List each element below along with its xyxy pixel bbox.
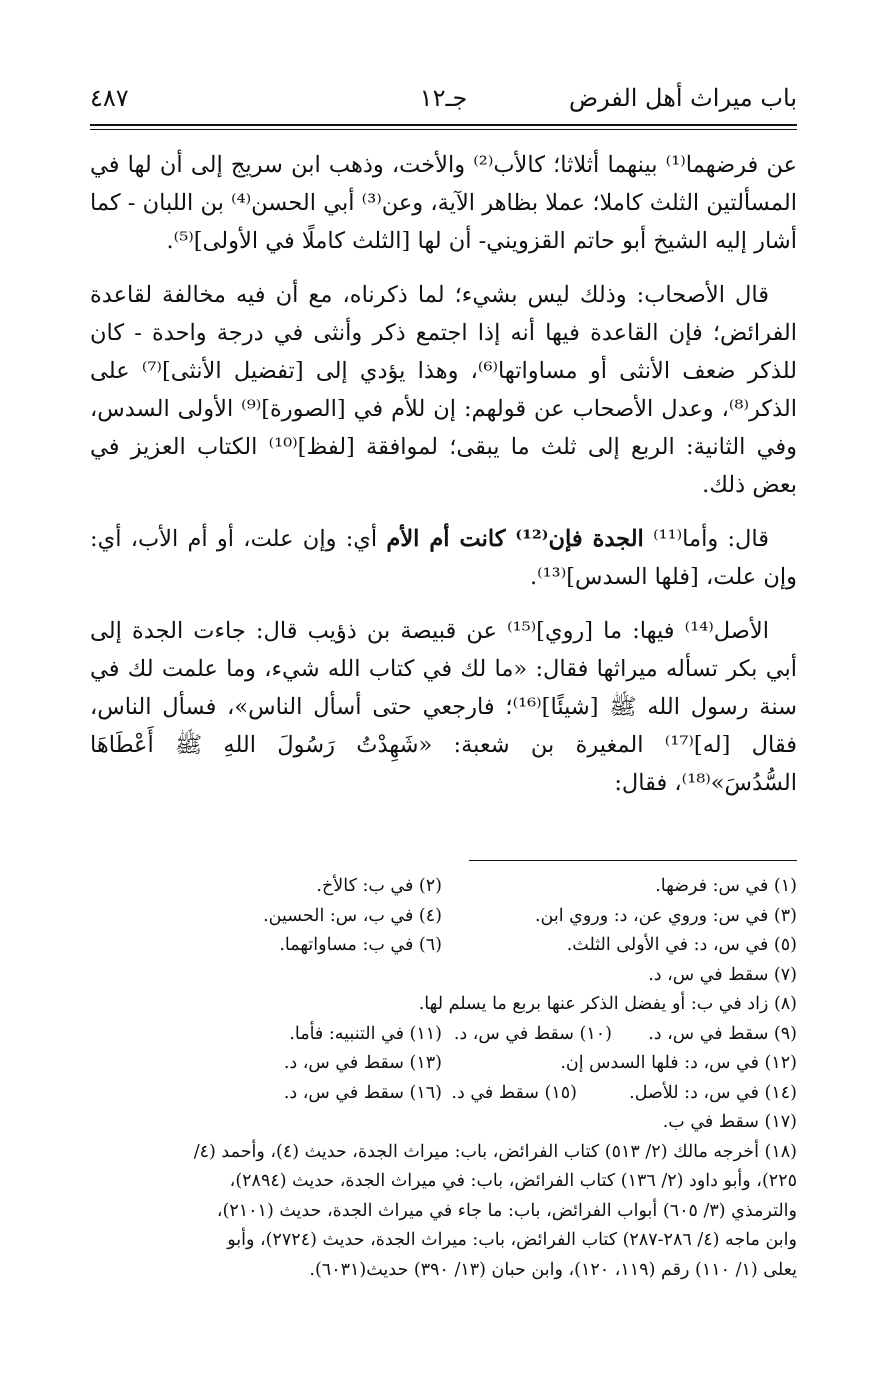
footnote-12: (١٢) في س، د: فلها السدس إن.	[560, 1053, 797, 1073]
main-text	[90, 146, 797, 818]
footnote-row	[88, 872, 797, 902]
footnote-row	[88, 961, 797, 991]
matn-bold-text: الجدة فإن⁽¹²⁾ كانت أم الأم	[386, 526, 644, 552]
footnote-row	[88, 902, 797, 932]
footnote-2: (٢) في ب: كالأخ.	[316, 876, 442, 896]
footnote-4: (٤) في ب، س: الحسين.	[263, 905, 442, 926]
paragraph-1: عن فرضهما⁽¹⁾ بينهما أثلاثا؛ كالأب⁽²⁾ والأخت، وذهب ابن سريج إلى أن لها في المسألتين الثلث كاملا؛ عملا بظاهر الآية، وعن⁽³⁾ أبي الحسن⁽⁴⁾ بن اللبان - كما أشار إليه الشيخ أبو حاتم القزويني- أن لها [الثلث كاملًا في الأولى]⁽⁵⁾.	[90, 152, 797, 254]
volume-number: جـ١٢	[419, 84, 468, 112]
footnote-row	[88, 1049, 797, 1079]
footnote-row	[88, 990, 797, 1020]
footnote-6: (٦) في ب: مساواتهما.	[279, 935, 442, 955]
footnote-row	[88, 1108, 797, 1138]
header-rule-thin	[90, 129, 797, 130]
footnote-7: (٧) سقط في س، د.	[648, 964, 797, 985]
footnote-11: (١١) في التنبيه: فأما.	[289, 1023, 442, 1044]
paragraph-3-intro: قال: وأما⁽¹¹⁾	[653, 526, 770, 552]
footnote-15: (١٥) سقط في د.	[451, 1082, 577, 1103]
footnote-1: (١) في س: فرضها.	[655, 876, 797, 896]
footnote-18-line: ٢٢٥)، وأبو داود (٢/ ١٣٦) كتاب الفرائض، باب: في ميراث الجدة، حديث (٢٨٩٤)،	[229, 1171, 797, 1191]
footnote-17: (١٧) سقط في ب.	[662, 1112, 797, 1132]
chapter-title: باب ميراث أهل الفرض	[569, 84, 797, 112]
paragraph-2: قال الأصحاب: وذلك ليس بشيء؛ لما ذكرناه، مع أن فيه مخالفة لقاعدة الفرائض؛ فإن القاعدة فيها أنه إذا اجتمع ذكر وأنثى في درجة واحدة - كان للذكر ضعف الأنثى أو مساواتها⁽⁶⁾، وهذا يؤدي إلى [تفضيل الأنثى]⁽⁷⁾ على الذكر⁽⁸⁾، وعدل الأصحاب عن قولهم: إن للأم في [الصورة]⁽⁹⁾ الأولى السدس، وفي الثانية: الربع إلى ثلث ما يبقى؛ لموافقة [لفظ]⁽¹⁰⁾ الكتاب العزيز في بعض ذلك.	[90, 282, 798, 498]
paragraph-3-rest: أي: وإن علت، أو أم الأب، أي: وإن علت، [فلها السدس]⁽¹³⁾.	[90, 526, 797, 590]
paragraph-4: الأصل⁽¹⁴⁾ فيها: ما [روي]⁽¹⁵⁾ عن قبيصة بن ذؤيب قال: جاءت الجدة إلى أبي بكر تسأله ميراثها فقال: «ما لك في كتاب الله شيء، وما علمت لك في سنة رسول الله ﷺ [شيئًا]⁽¹⁶⁾؛ فارجعي حتى أسأل الناس»، فسأل الناس، فقال [له]⁽¹⁷⁾ المغيرة بن شعبة: «شَهِدْتُ رَسُولَ اللهِ ﷺ أَعْطَاهَا السُّدُسَ»⁽¹⁸⁾، فقال:	[90, 618, 797, 796]
footnote-5: (٥) في س، د: في الأولى الثلث.	[566, 935, 797, 955]
footnote-10: (١٠) سقط في س، د.	[453, 1023, 612, 1044]
page-number: ٤٨٧	[90, 84, 129, 112]
footnote-16: (١٦) سقط في س، د.	[283, 1082, 442, 1103]
header-rule-thick	[90, 124, 797, 126]
footnote-18-line: (١٨) أخرجه مالك (٢/ ٥١٣) كتاب الفرائض، باب: ميراث الجدة، حديث (٤)، وأحمد (٤/	[193, 1141, 797, 1162]
footnote-row	[88, 931, 797, 961]
footnote-row	[88, 1079, 797, 1109]
footnote-18	[88, 1138, 797, 1286]
footnote-row	[88, 1020, 797, 1050]
paragraph-3	[90, 520, 797, 596]
footnote-14: (١٤) في س، د: للأصل.	[629, 1082, 797, 1103]
footnote-8: (٨) زاد في ب: أو يفضل الذكر عنها بربع ما يسلم لها.	[418, 994, 797, 1014]
footnote-18-line: وابن ماجه (٤/ ٢٨٦-٢٨٧) كتاب الفرائض، باب: ميراث الجدة، حديث (٢٧٢٤)، وأبو	[227, 1230, 797, 1250]
page-header	[90, 84, 797, 120]
footnote-separator	[469, 860, 797, 861]
footnote-13: (١٣) سقط في س، د.	[283, 1053, 442, 1073]
footnotes	[88, 872, 797, 1285]
footnote-18-line: والترمذي (٣/ ٦٠٥) أبواب الفرائض، باب: ما جاء في ميراث الجدة، حديث (٢١٠١)،	[216, 1200, 797, 1221]
footnote-18-line: يعلى (١/ ١١٠) رقم (١١٩، ١٢٠)، وابن حبان (١٣/ ٣٩٠) حديث(٦٠٣١).	[309, 1259, 797, 1280]
footnote-3: (٣) في س: وروي عن، د: وروي ابن.	[534, 905, 797, 926]
footnote-9: (٩) سقط في س، د.	[648, 1023, 797, 1044]
